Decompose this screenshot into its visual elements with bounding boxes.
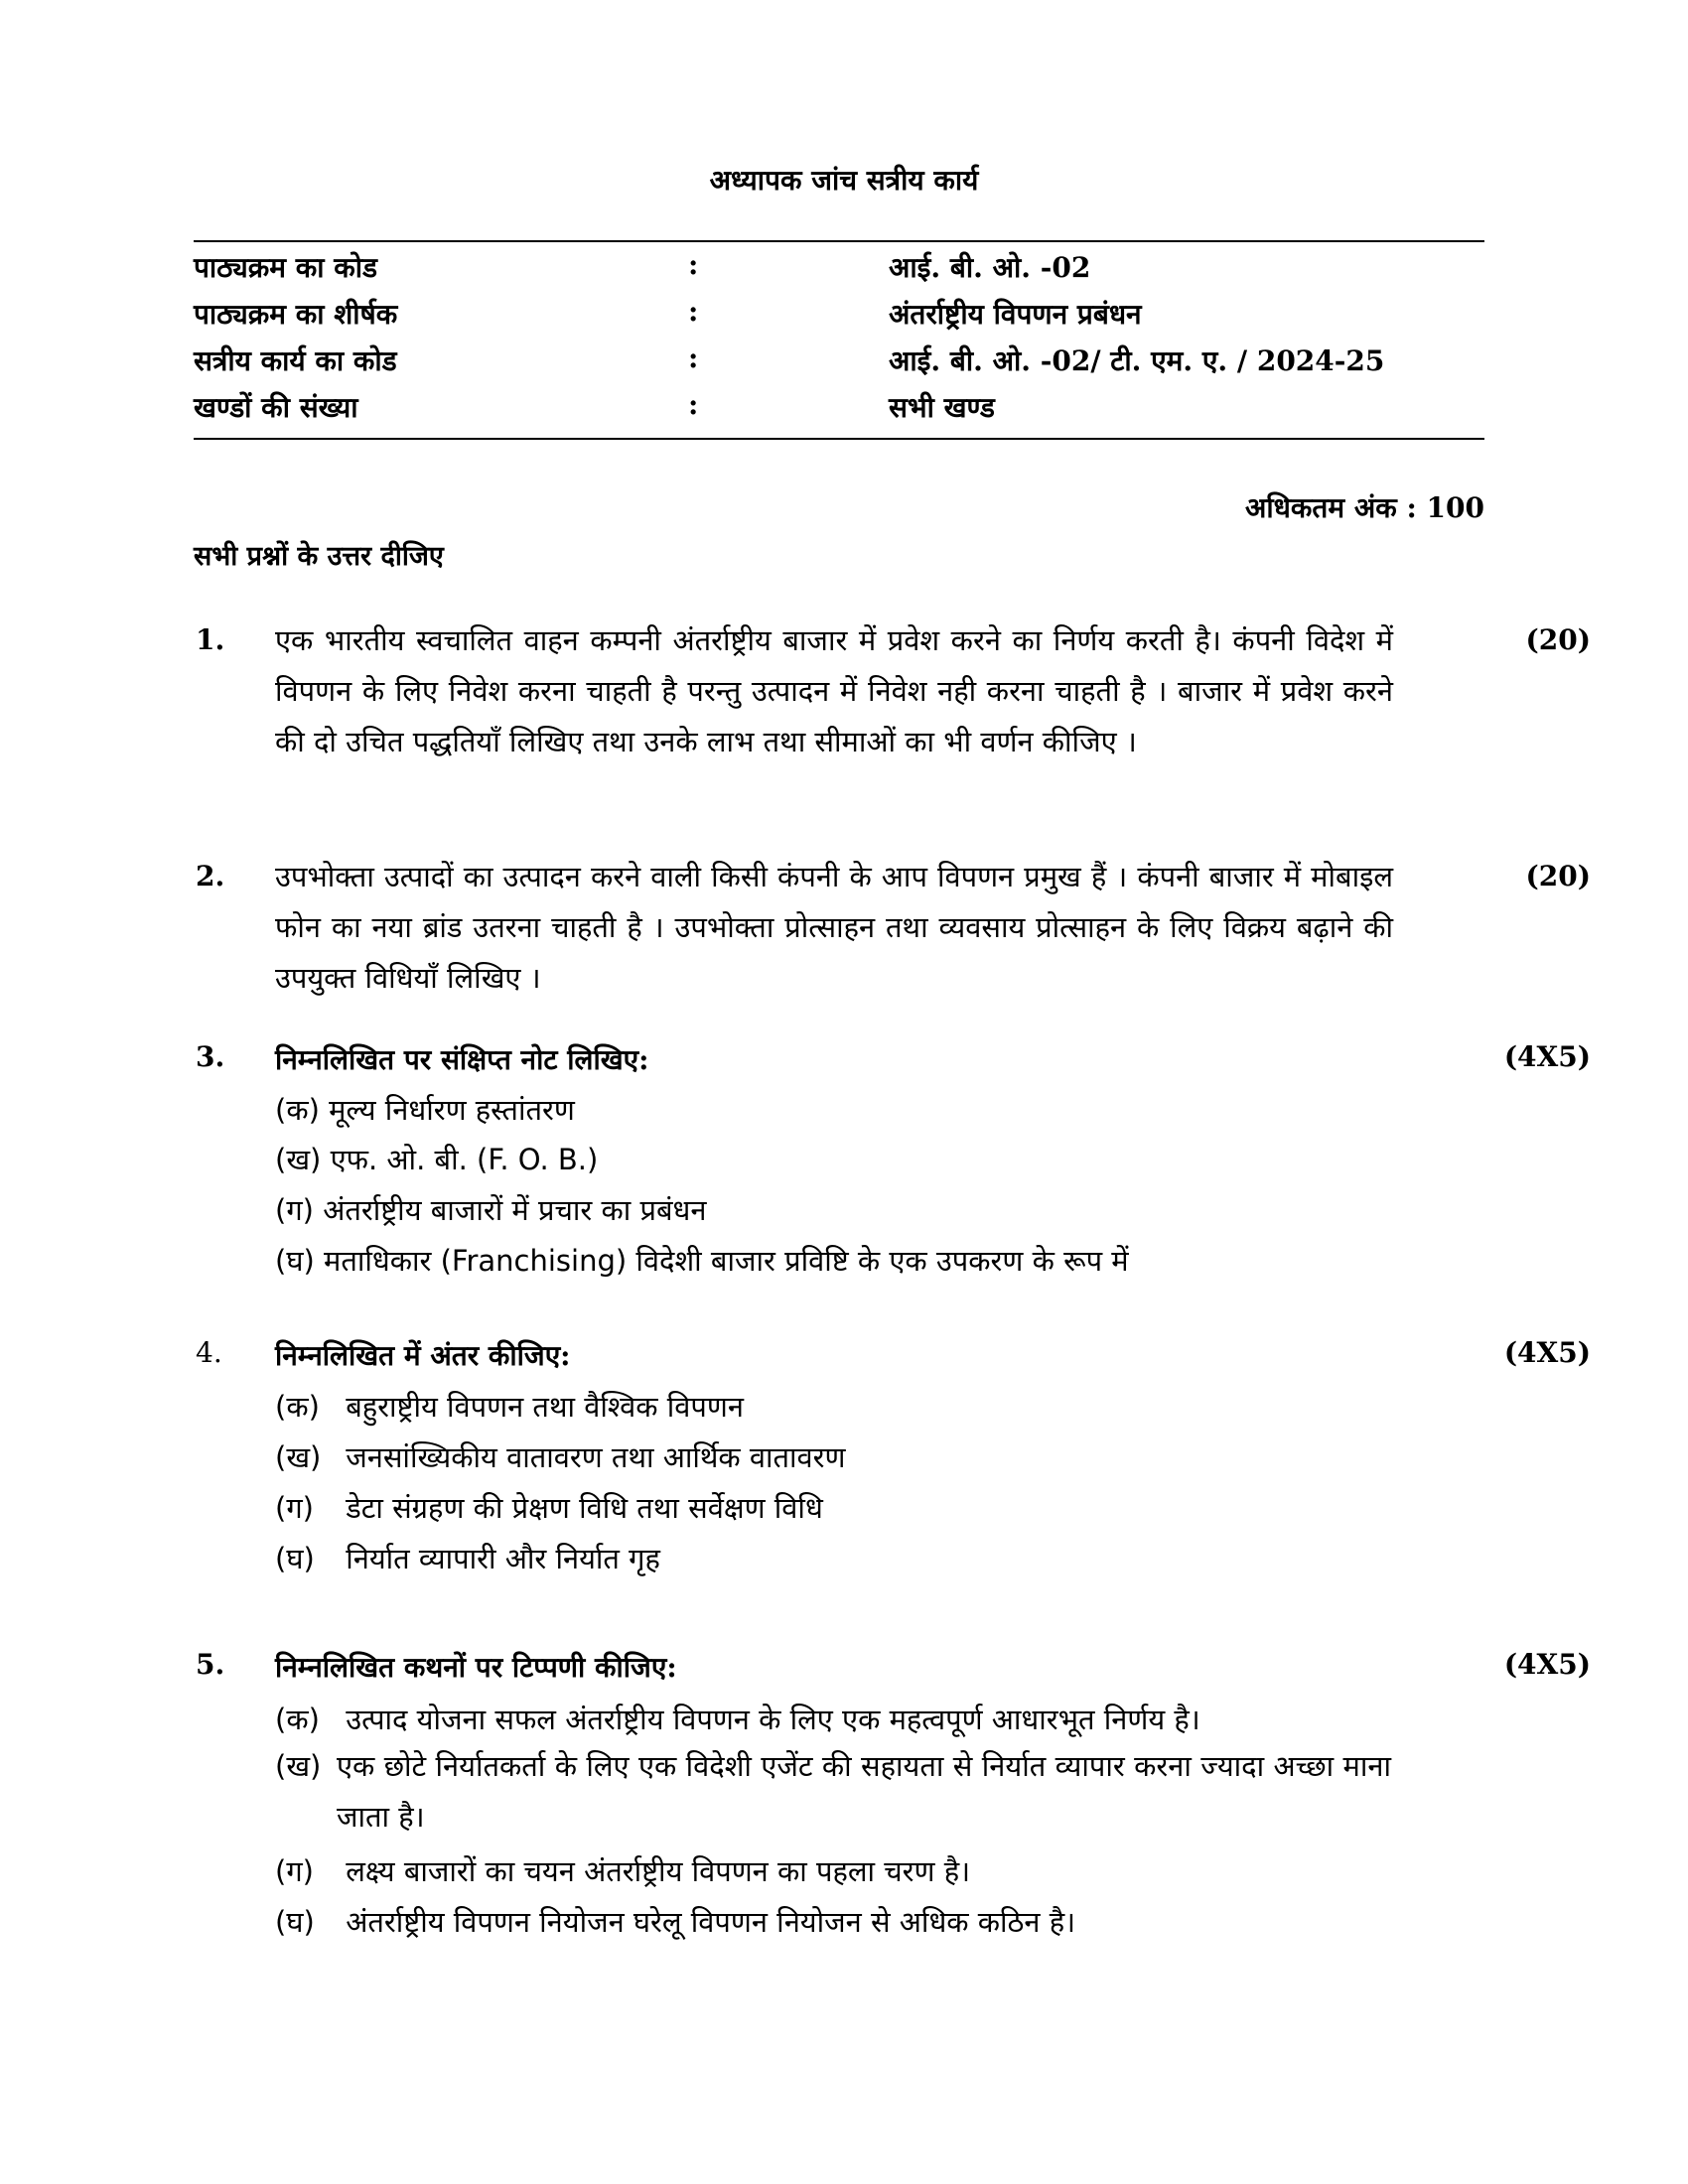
table-bottom-rule bbox=[194, 438, 1484, 440]
question-number: 3. bbox=[196, 1040, 225, 1073]
list-item bbox=[275, 1090, 575, 1130]
question-marks: (4X5) bbox=[1503, 1336, 1591, 1369]
question-heading: निम्नलिखित में अंतर कीजिए: bbox=[275, 1339, 571, 1372]
question-number: 5. bbox=[196, 1648, 225, 1681]
question-marks: (20) bbox=[1525, 623, 1591, 656]
item-marker: (घ) bbox=[275, 1244, 315, 1278]
info-row-blocks bbox=[194, 388, 1484, 434]
item-text: बहुराष्ट्रीय विपणन तथा वैश्विक विपणन bbox=[346, 1390, 744, 1424]
item-marker: (क) bbox=[275, 1390, 320, 1424]
info-label: पाठ्यक्रम का कोड bbox=[194, 251, 378, 284]
item-marker: (क) bbox=[275, 1703, 320, 1736]
item-marker: (घ) bbox=[275, 1542, 315, 1575]
item-marker: (ग) bbox=[275, 1854, 314, 1888]
info-value: आई. बी. ओ. -02/ टी. एम. ए. / 2024-25 bbox=[889, 344, 1385, 377]
page-title: अध्यापक जांच सत्रीय कार्य bbox=[709, 164, 979, 197]
info-value: सभी खण्ड bbox=[889, 391, 995, 424]
list-item bbox=[275, 1902, 1075, 1942]
item-marker: (ग) bbox=[275, 1193, 314, 1227]
item-text: निर्यात व्यापारी और निर्यात गृह bbox=[346, 1542, 660, 1575]
info-label: सत्रीय कार्य का कोड bbox=[194, 344, 397, 377]
question-heading: निम्नलिखित पर संक्षिप्त नोट लिखिए: bbox=[275, 1043, 649, 1076]
info-colon: : bbox=[688, 388, 699, 421]
item-marker: (ख) bbox=[275, 1440, 322, 1474]
list-item bbox=[275, 1741, 1391, 1843]
info-row-assignment-code bbox=[194, 341, 1484, 387]
info-value: अंतर्राष्ट्रीय विपणन प्रबंधन bbox=[889, 298, 1142, 331]
question-number: 2. bbox=[196, 860, 225, 892]
info-colon: : bbox=[688, 295, 699, 328]
item-text: अंतर्राष्ट्रीय विपणन नियोजन घरेलू विपणन नियोजन से अधिक कठिन है। bbox=[346, 1905, 1076, 1939]
item-text: एक छोटे निर्यातकर्ता के लिए एक विदेशी एजेंट की सहायता से निर्यात व्यापार करना ज्यादा अच्छा माना जाता है। bbox=[337, 1749, 1391, 1834]
list-item bbox=[275, 1851, 970, 1891]
item-marker: (क) bbox=[275, 1093, 320, 1127]
list-item bbox=[275, 1539, 660, 1578]
list-item bbox=[275, 1437, 846, 1477]
item-text: मूल्य निर्धारण हस्तांतरण bbox=[329, 1093, 575, 1127]
item-text: जनसांख्यिकीय वातावरण तथा आर्थिक वातावरण bbox=[346, 1440, 846, 1474]
info-colon: : bbox=[688, 248, 699, 281]
max-marks: अधिकतम अंक : 100 bbox=[1245, 491, 1484, 524]
question-marks: (4X5) bbox=[1503, 1648, 1591, 1681]
question-text: एक भारतीय स्वचालित वाहन कम्पनी अंतर्राष्ट्रीय बाजार में प्रवेश करने का निर्णय करती है। कंपनी विदेश में विपणन के लिए निवेश करना चाहती है परन्तु उत्पादन में निवेश नही करना चाहती है । बाजार में प्रवेश करने की दो उचित पद्धतियाँ लिखिए तथा उनके लाभ तथा सीमाओं का भी वर्णन कीजिए । bbox=[275, 623, 1393, 758]
info-label: पाठ्यक्रम का शीर्षक bbox=[194, 298, 398, 331]
item-marker: (घ) bbox=[275, 1905, 315, 1939]
list-item bbox=[275, 1241, 1129, 1281]
item-text: लक्ष्य बाजारों का चयन अंतर्राष्ट्रीय विपणन का पहला चरण है। bbox=[346, 1854, 971, 1888]
question-marks: (20) bbox=[1525, 860, 1591, 892]
question-number: 4. bbox=[196, 1336, 222, 1369]
item-marker: (ग) bbox=[275, 1491, 314, 1525]
question-marks: (4X5) bbox=[1503, 1040, 1591, 1073]
list-item bbox=[275, 1488, 823, 1528]
info-value: आई. बी. ओ. -02 bbox=[889, 251, 1091, 284]
list-item bbox=[275, 1140, 598, 1179]
item-text: अंतर्राष्ट्रीय बाजारों में प्रचार का प्रबंधन bbox=[323, 1193, 707, 1227]
item-text: उत्पाद योजना सफल अंतर्राष्ट्रीय विपणन के लिए एक महत्वपूर्ण आधारभूत निर्णय है। bbox=[346, 1703, 1200, 1736]
question-number: 1. bbox=[196, 623, 225, 656]
list-item bbox=[275, 1387, 744, 1427]
instruction: सभी प्रश्नों के उत्तर दीजिए bbox=[194, 541, 444, 572]
info-label: खण्डों की संख्या bbox=[194, 391, 358, 424]
item-text: डेटा संग्रहण की प्रेक्षण विधि तथा सर्वेक्षण विधि bbox=[346, 1491, 823, 1525]
question-text: उपभोक्ता उत्पादों का उत्पादन करने वाली किसी कंपनी के आप विपणन प्रमुख हैं । कंपनी बाजार में मोबाइल फोन का नया ब्रांड उतरना चाहती है । उपभोक्ता प्रोत्साहन तथा व्यवसाय प्रोत्साहन के लिए विक्रय बढ़ाने की उपयुक्त विधियाँ लिखिए । bbox=[275, 860, 1393, 995]
item-marker: (ख) bbox=[275, 1749, 322, 1783]
info-colon: : bbox=[688, 341, 699, 374]
item-text: मताधिकार (Franchising) विदेशी बाजार प्रविष्टि के एक उपकरण के रूप में bbox=[324, 1244, 1129, 1278]
table-top-rule bbox=[194, 240, 1484, 242]
item-marker: (ख) bbox=[275, 1143, 322, 1176]
info-row-course-title bbox=[194, 295, 1484, 341]
list-item bbox=[275, 1190, 706, 1230]
item-text: एफ. ओ. बी. (F. O. B.) bbox=[330, 1143, 599, 1176]
question-heading: निम्नलिखित कथनों पर टिप्पणी कीजिए: bbox=[275, 1651, 677, 1684]
list-item bbox=[275, 1700, 1200, 1739]
info-row-course-code bbox=[194, 248, 1484, 294]
